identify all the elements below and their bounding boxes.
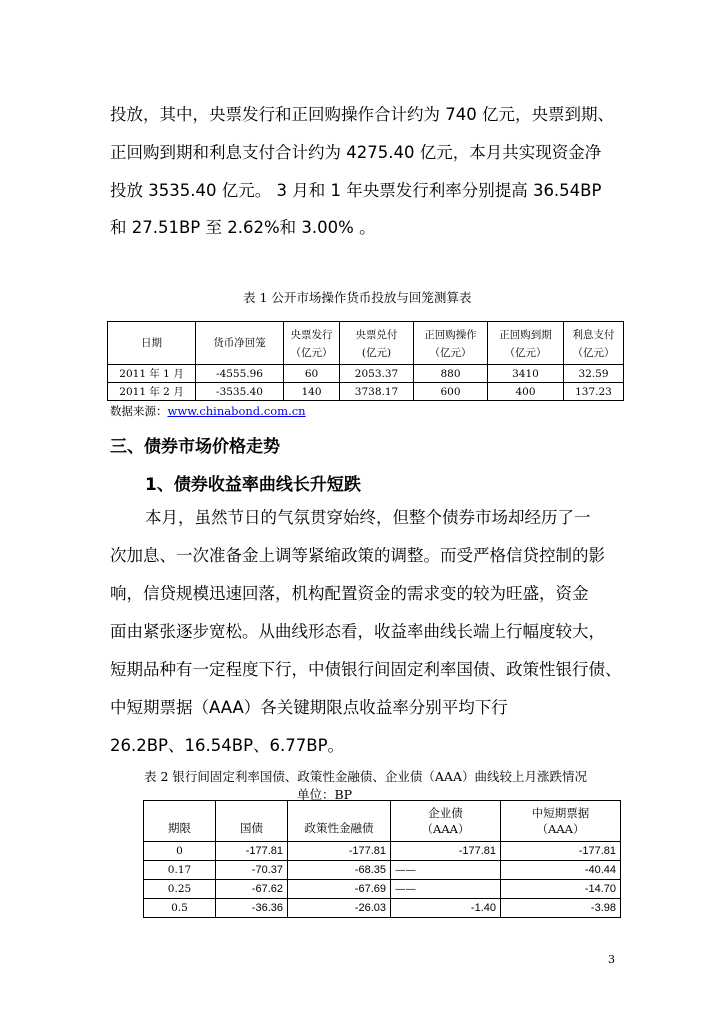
table2-header-cell: 中短期票据 （AAA）	[501, 801, 621, 842]
table-cell: 3410	[488, 365, 564, 383]
table-cell: -67.69	[288, 880, 391, 899]
body-line: 中短期票据（AAA）各关键期限点收益率分别平均下行	[110, 698, 508, 717]
table1-header-cell: 正回购到期 （亿元）	[488, 322, 564, 365]
table1-caption: 表 1 公开市场操作货币投放与回笼测算表	[243, 290, 472, 305]
table2-unit: 单位：BP	[297, 787, 353, 802]
table2-header-cell: 政策性金融债	[288, 801, 391, 842]
table1	[107, 321, 624, 401]
table-cell: 880	[414, 365, 488, 383]
body-line: 响，信贷规模迅速回落，机构配置资金的需求变的较为旺盛，资金	[110, 584, 589, 603]
table2-caption: 表 2 银行间固定利率国债、政策性金融债、企业债（AAA）曲线较上月涨跌情况	[144, 769, 587, 784]
table-cell: -68.35	[288, 861, 391, 880]
section-heading: 三、债券市场价格走势	[110, 437, 280, 457]
table2-header-row	[144, 801, 621, 842]
table-cell: -26.03	[288, 899, 391, 918]
table-row	[144, 880, 621, 899]
table-cell: -3535.40	[196, 383, 284, 401]
subsection-heading: 1、债券收益率曲线长升短跌	[145, 475, 361, 495]
table-cell: 0	[144, 842, 216, 861]
table-row	[144, 842, 621, 861]
body-line: 次加息、一次准备金上调等紧缩政策的调整。而受严格信贷控制的影	[110, 546, 605, 565]
table-cell: -14.70	[501, 880, 621, 899]
table-cell: 600	[414, 383, 488, 401]
table-cell: -1.40	[391, 899, 501, 918]
table1-header-cell: 日期	[108, 322, 196, 365]
body-line: 26.2BP、16.54BP、6.77BP。	[110, 736, 345, 755]
table2-header-cell: 期限	[144, 801, 216, 842]
table-cell: -67.62	[216, 880, 288, 899]
table-cell: 140	[284, 383, 340, 401]
table-cell: 0.5	[144, 899, 216, 918]
table-cell: -40.44	[501, 861, 621, 880]
table1-header-cell: 央票发行 （亿元）	[284, 322, 340, 365]
table-cell: -177.81	[288, 842, 391, 861]
table-cell: 2011 年 1 月	[108, 365, 196, 383]
intro-line: 投放 3535.40 亿元。 3 月和 1 年央票发行利率分别提高 36.54BP	[110, 181, 602, 200]
table-row	[144, 861, 621, 880]
table1-source	[110, 403, 306, 419]
table-cell: -177.81	[501, 842, 621, 861]
page-number: 3	[608, 953, 615, 966]
table-row	[108, 383, 624, 401]
table-cell: ——	[391, 861, 501, 880]
table-cell: -70.37	[216, 861, 288, 880]
table1-header-cell: 正回购操作 （亿元）	[414, 322, 488, 365]
table-cell: 2011 年 2 月	[108, 383, 196, 401]
table-cell: 32.59	[564, 365, 624, 383]
table-cell: ——	[391, 880, 501, 899]
source-label: 数据来源：	[110, 404, 168, 418]
table1-header-cell: 利息支付 （亿元）	[564, 322, 624, 365]
table2-header-cell: 企业债 （AAA）	[391, 801, 501, 842]
table-cell: 400	[488, 383, 564, 401]
table-cell: -177.81	[216, 842, 288, 861]
table-cell: 3738.17	[340, 383, 414, 401]
table-cell: -3.98	[501, 899, 621, 918]
table-row	[108, 365, 624, 383]
table-cell: -36.36	[216, 899, 288, 918]
table-cell: -177.81	[391, 842, 501, 861]
table-cell: 2053.37	[340, 365, 414, 383]
intro-line: 正回购到期和利息支付合计约为 4275.40 亿元，本月共实现资金净	[110, 143, 602, 162]
table-cell: 60	[284, 365, 340, 383]
body-line: 短期品种有一定程度下行，中债银行间固定利率国债、政策性银行债、	[110, 660, 622, 679]
table1-header-cell: 央票兑付 (亿元)	[340, 322, 414, 365]
intro-line: 投放，其中，央票发行和正回购操作合计约为 740 亿元，央票到期、	[110, 105, 614, 124]
table-cell: 137.23	[564, 383, 624, 401]
table-cell: 0.25	[144, 880, 216, 899]
table-cell: -4555.96	[196, 365, 284, 383]
source-link[interactable]: www.chinabond.com.cn	[167, 404, 306, 418]
body-line: 本月，虽然节日的气氛贯穿始终，但整个债券市场却经历了一	[145, 508, 591, 527]
table1-header-cell: 货币净回笼	[196, 322, 284, 365]
table-row	[144, 899, 621, 918]
table1-header-row	[108, 322, 624, 365]
table2	[143, 800, 621, 918]
table-cell: 0.17	[144, 861, 216, 880]
table2-header-cell: 国债	[216, 801, 288, 842]
intro-line: 和 27.51BP 至 2.62%和 3.00% 。	[110, 218, 376, 237]
body-line: 面由紧张逐步宽松。从曲线形态看，收益率曲线长端上行幅度较大，	[110, 622, 605, 641]
